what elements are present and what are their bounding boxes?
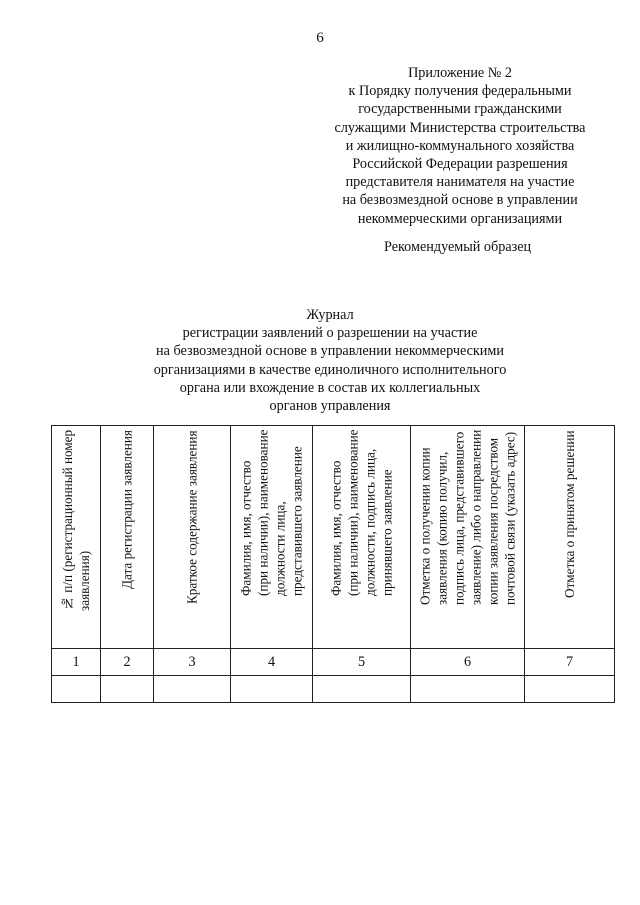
header-text <box>411 430 524 642</box>
appendix-line: государственными гражданскими <box>358 101 562 118</box>
header-text <box>525 430 614 642</box>
empty-cell <box>411 676 525 703</box>
column-number: 4 <box>231 649 313 676</box>
header-cell <box>154 426 231 649</box>
header-line: заявление) либо о направлении <box>468 430 484 606</box>
column-number: 1 <box>52 649 101 676</box>
header-line: № п/п (регистрационный номер <box>60 430 75 612</box>
header-cell <box>411 426 525 649</box>
empty-entry-row <box>52 676 615 703</box>
header-text <box>313 430 410 642</box>
header-line: должности лица, <box>272 501 288 597</box>
header-line: копии заявления посредством <box>485 438 501 606</box>
column-number: 2 <box>101 649 154 676</box>
header-cell <box>525 426 615 649</box>
header-cell <box>101 426 154 649</box>
header-line: Фамилия, имя, отчество <box>328 461 344 597</box>
page-number: 6 <box>316 30 324 46</box>
journal-title-line: органа или вхождение в состав их коллегиальных <box>179 379 481 396</box>
column-number: 7 <box>525 649 615 676</box>
header-line: (при наличии), наименование <box>255 430 271 597</box>
empty-cell <box>52 676 101 703</box>
journal-title-line: на безвозмездной основе в управлении некоммерческими <box>156 343 504 360</box>
appendix-line: Приложение № 2 <box>408 65 512 81</box>
recommended-sample-label: Рекомендуемый образец <box>384 239 532 255</box>
table-header-row <box>52 426 615 649</box>
header-line: Отметка о получении копии <box>417 447 433 606</box>
header-line: Дата регистрации заявления <box>119 430 135 589</box>
column-number: 3 <box>154 649 231 676</box>
header-line: Краткое содержание заявления <box>184 430 200 604</box>
journal-title-line: органов управления <box>269 398 391 415</box>
journal-table <box>51 425 615 703</box>
empty-cell <box>313 676 411 703</box>
column-number: 5 <box>313 649 411 676</box>
column-number: 6 <box>411 649 525 676</box>
journal-title-line: Журнал <box>306 307 354 323</box>
header-cell <box>52 426 101 649</box>
header-cell <box>231 426 313 649</box>
header-line: принявшего заявление <box>379 469 395 597</box>
header-cell <box>313 426 411 649</box>
header-line: подпись лица, представившего <box>451 432 467 606</box>
header-text <box>231 430 312 642</box>
header-line: заявления (копию получил, <box>434 452 450 606</box>
header-line: представившего заявление <box>289 446 305 597</box>
header-text <box>101 430 153 642</box>
appendix-block <box>310 64 610 228</box>
appendix-line: Российской Федерации разрешения <box>352 156 568 173</box>
header-line: заявления) <box>77 550 92 612</box>
header-line: должности, подпись лица, <box>362 449 378 597</box>
header-line: (при наличии), наименование <box>345 430 361 597</box>
empty-cell <box>101 676 154 703</box>
header-line: почтовой связи (указать адрес) <box>502 432 518 606</box>
header-line: Фамилия, имя, отчество <box>238 461 254 597</box>
appendix-line: представителя нанимателя на участие <box>345 174 575 191</box>
appendix-line: на безвозмездной основе в управлении <box>342 192 578 209</box>
empty-cell <box>525 676 615 703</box>
appendix-line: служащими Министерства строительства <box>334 119 586 136</box>
header-text <box>52 430 100 642</box>
journal-title-line: организациями в качестве единоличного исполнительного <box>153 361 507 378</box>
appendix-line: некоммерческими организациями <box>357 210 563 227</box>
journal-title-line: регистрации заявлений о разрешении на участие <box>182 325 478 342</box>
empty-cell <box>231 676 313 703</box>
header-text <box>154 430 230 642</box>
appendix-line: и жилищно-коммунального хозяйства <box>345 137 575 154</box>
header-line: Отметка о принятом решении <box>562 430 577 598</box>
empty-cell <box>154 676 231 703</box>
appendix-line: к Порядку получения федеральными <box>348 83 572 100</box>
column-number-row <box>52 649 615 676</box>
journal-title-block <box>110 306 550 415</box>
